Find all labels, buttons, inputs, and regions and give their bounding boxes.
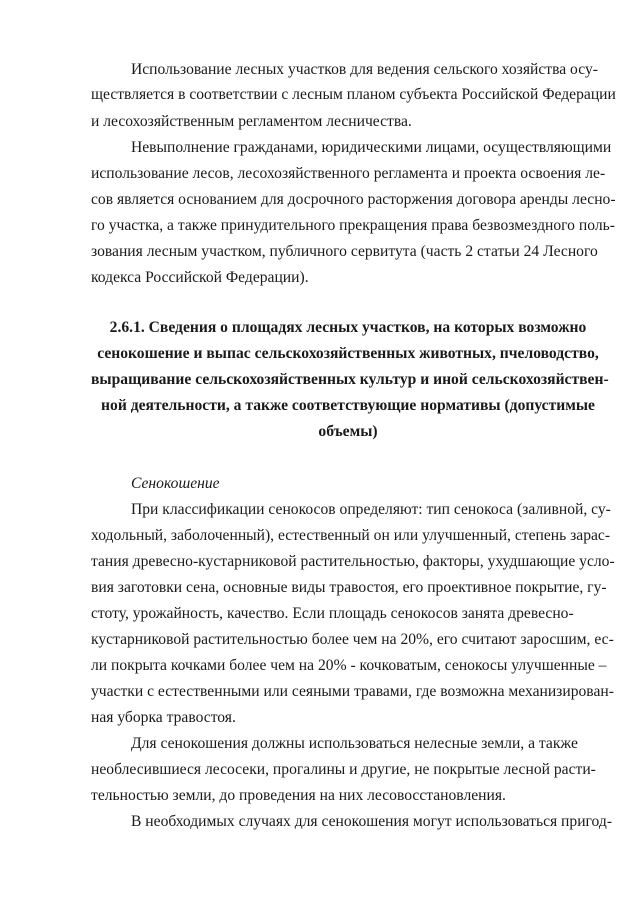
text-line: сов является основанием для досрочного расторжения договора аренды лесно- bbox=[91, 191, 616, 208]
text-line: необлесившиеся лесосеки, прогалины и другие, не покрытые лесной расти- bbox=[91, 761, 596, 778]
heading-line: сенокошение и выпас сельскохозяйственных животных, пчеловодство, bbox=[97, 345, 599, 362]
text-line: участки с естественными или сеяными травами, где возможна механизирован- bbox=[91, 683, 614, 700]
text-line: ли покрыта кочками более чем на 20% - кочковатым, сенокосы улучшенные – bbox=[91, 657, 607, 674]
text-line: вия заготовки сена, основные виды травостоя, его проективное покрытие, гу- bbox=[91, 579, 607, 596]
subheading: Сенокошение bbox=[131, 475, 220, 492]
text-line: тельностью земли, до проведения на них лесовосстановления. bbox=[91, 787, 506, 804]
text-line: зования лесным участком, публичного сервитута (часть 2 статьи 24 Лесного bbox=[91, 243, 598, 260]
text-line: ществляется в соответствии с лесным планом субъекта Российской Федерации bbox=[91, 86, 616, 103]
text-line: го участка, а также принудительного прекращения права безвозмездного поль- bbox=[91, 217, 615, 234]
text-line: ходольный, заболоченный), естественный он или улучшенный, степень зарас- bbox=[91, 527, 611, 544]
text-line: стоту, урожайность, качество. Если площадь сенокосов занята древесно- bbox=[91, 605, 574, 622]
text-line: Использование лесных участков для ведения сельского хозяйства осу- bbox=[131, 61, 598, 78]
heading-line: выращивание сельскохозяйственных культур и иной сельскохозяйствен- bbox=[91, 371, 609, 388]
text-line: ная уборка травостоя. bbox=[91, 709, 236, 726]
text-line: и лесохозяйственным регламентом лесничества. bbox=[91, 113, 412, 130]
heading-line: ной деятельности, а также соответствующие нормативы (допустимые bbox=[101, 397, 595, 414]
heading-line: 2.6.1. Сведения о площадях лесных участков, на которых возможно bbox=[109, 319, 587, 336]
text-line: Невыполнение гражданами, юридическими лицами, осуществляющими bbox=[131, 139, 612, 156]
heading-line: объемы) bbox=[318, 423, 378, 440]
text-line: использование лесов, лесохозяйственного регламента и проекта освоения ле- bbox=[91, 165, 606, 182]
text-line: тания древесно-кустарниковой растительностью, факторы, ухудшающие усло- bbox=[91, 553, 615, 570]
text-line: кустарниковой растительностью более чем на 20%, его считают заросшим, ес- bbox=[91, 631, 614, 648]
text-line: кодекса Российской Федерации). bbox=[91, 269, 309, 286]
text-line: При классификации сенокосов определяют: тип сенокоса (заливной, су- bbox=[131, 501, 611, 518]
text-line: В необходимых случаях для сенокошения могут использоваться пригод- bbox=[131, 813, 613, 830]
text-line: Для сенокошения должны использоваться нелесные земли, а также bbox=[131, 735, 578, 752]
